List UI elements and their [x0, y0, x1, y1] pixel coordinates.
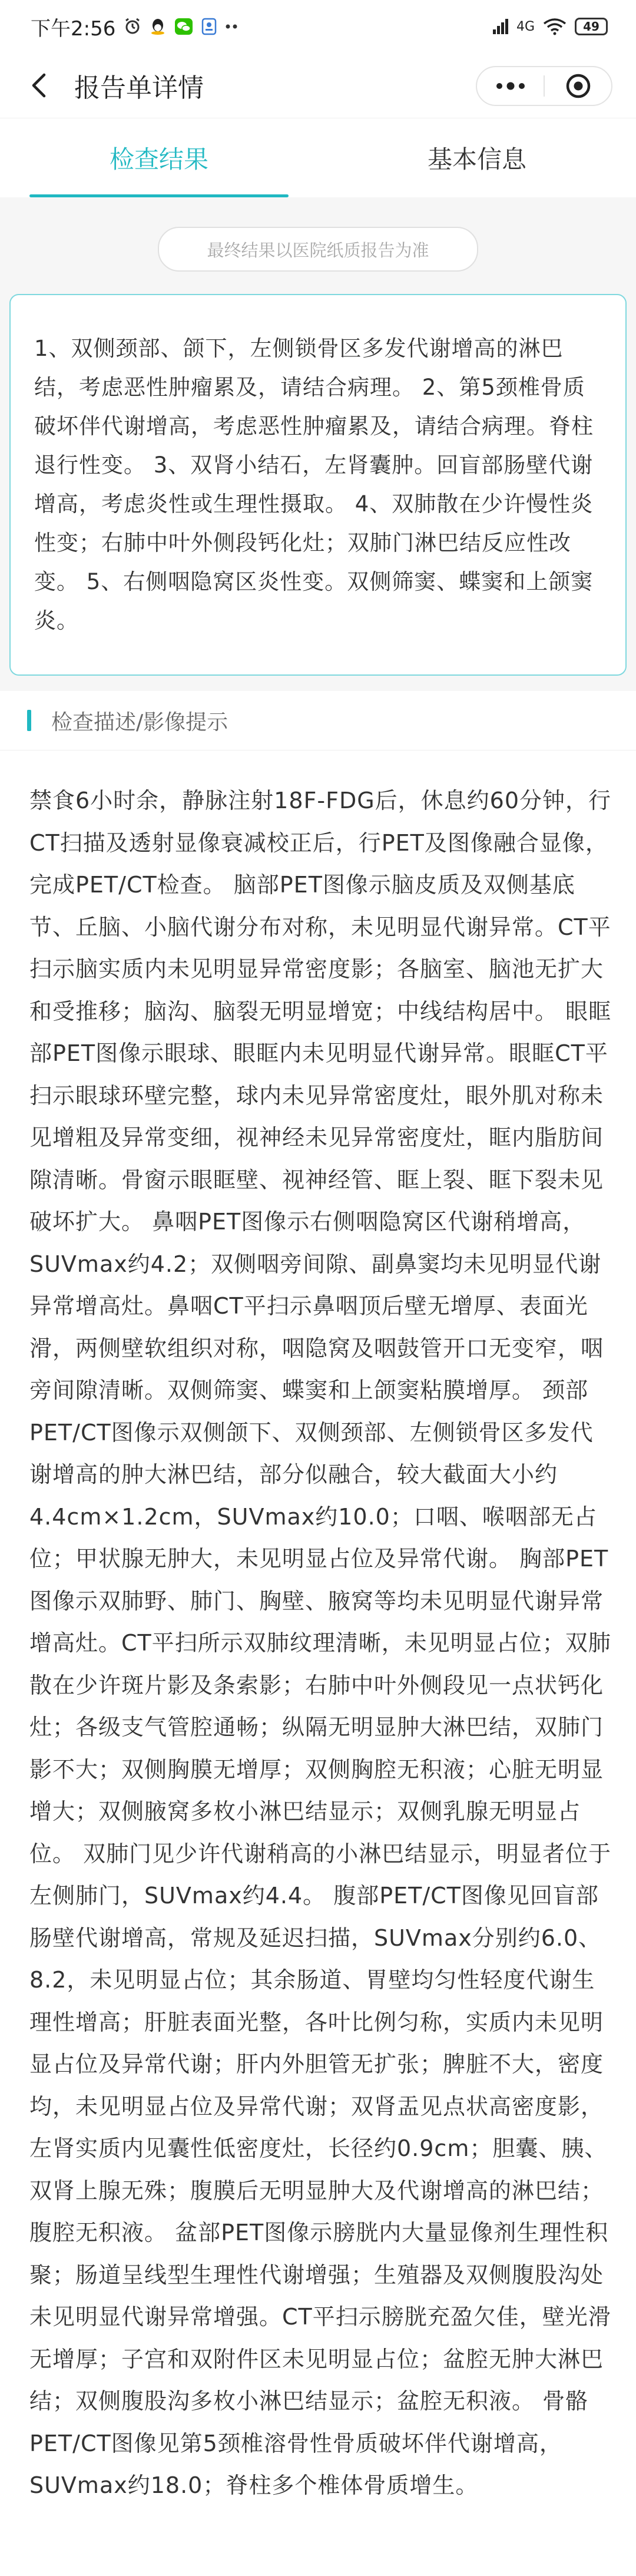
wechat-icon: [174, 18, 193, 35]
mini-program-capsule: [476, 66, 612, 106]
status-time: 下午2:56: [31, 16, 116, 41]
app-notify-icon: [201, 18, 217, 35]
battery-level: 49: [583, 19, 599, 34]
chevron-left-icon: [30, 72, 48, 98]
target-close-icon: [565, 73, 591, 99]
network-type: 4G: [516, 19, 535, 34]
tab-basic-info[interactable]: 基本信息: [427, 145, 526, 174]
status-bar: [0, 0, 636, 53]
section-accent-bar: [27, 710, 31, 731]
notice-pill: 最终结果以医院纸质报告为准: [158, 227, 478, 272]
tab-exam-results[interactable]: 检查结果: [0, 118, 318, 197]
status-bar-left: [31, 12, 239, 41]
more-menu-button[interactable]: [477, 67, 544, 105]
description-header: [0, 691, 636, 750]
description-title: 检查描述/影像提示: [51, 710, 228, 735]
back-button[interactable]: [21, 68, 57, 103]
close-mini-program-button[interactable]: [545, 67, 611, 105]
result-summary-text: 1、双侧颈部、颌下，左侧锁骨区多发代谢增高的淋巴结，考虑恶性肿瘤累及，请结合病理。 2、第5颈椎骨质破坏伴代谢增高，考虑恶性肿瘤累及，请结合病理。脊柱退行性变。 3、双肾小结石，左肾囊肿。回盲部肠壁代谢增高，考虑炎性或生理性摄取。 4、双肺散在少许慢性炎性变；右肺中叶外侧段钙化灶；双肺门淋巴结反应性改变。 5、右侧咽隐窝区炎性变。双侧筛窦、蝶窦和上颌窦炎。: [34, 336, 594, 633]
battery-icon: [575, 18, 608, 35]
tab-bar: [0, 118, 636, 197]
status-bar-right: [485, 18, 608, 35]
more-notifications-icon: [225, 24, 239, 29]
nav-bar: [0, 53, 636, 118]
alarm-icon: [124, 18, 141, 35]
description-text: 禁食6小时余，静脉注射18F-FDG后，休息约60分钟，行CT扫描及透射显像衰减校正后，行PET及图像融合显像，完成PET/CT检查。 脑部PET图像示脑皮质及双侧基底节、丘脑、小脑代谢分布对称，未见明显代谢异常。CT平扫示脑实质内未见明显异常密度影；各脑室、脑池无扩大和受推移；脑沟、脑裂无明显增宽；中线结构居中。 眼眶部PET图像示眼球、眼眶内未见明显代谢异常。眼眶CT平扫示眼球环壁完整，球内未见异常密度灶，眼外肌对称未见增粗及异常变细，视神经未见异常密度灶，眶内脂肪间隙清晰。骨窗示眼眶壁、视神经管、眶上裂、眶下裂未见破坏扩大。 鼻咽PET图像示右侧咽隐窝区代谢稍增高，SUVmax约4.2；双侧咽旁间隙、副鼻窦均未见明显代谢异常增高灶。鼻咽CT平扫示鼻咽顶后壁无增厚、表面光滑，两侧壁软组织对称，咽隐窝及咽鼓管开口无变窄，咽旁间隙清晰。双侧筛窦、蝶窦和上颌窦粘膜增厚。 颈部PET/CT图像示双侧颌下、双侧颈部、左侧锁骨区多发代谢增高的肿大淋巴结，部分似融合，较大截面大小约4.4cm×1.2cm，SUVmax约10.0；口咽、喉咽部无占位；甲状腺无肿大，未见明显占位及异常代谢。 胸部PET图像示双肺野、肺门、胸壁、腋窝等均未见明显代谢异常增高灶。CT平扫所示双肺纹理清晰，未见明显占位；双肺散在少许斑片影及条索影；右肺中叶外侧段见一点状钙化灶；各级支气管腔通畅；纵隔无明显肿大淋巴结，双肺门影不大；双侧胸膜无增厚；双侧胸腔无积液；心脏无明显增大；双侧腋窝多枚小淋巴结显示；双侧乳腺无明显占位。 双肺门见少许代谢稍高的小淋巴结显示，明显者位于左侧肺门，SUVmax约4.4。 腹部PET/CT图像见回盲部肠壁代谢增高，常规及延迟扫描，SUVmax分别约6.0、8.2，未见明显占位；其余肠道、胃壁均匀性轻度代谢生理性增高；肝脏表面光整，各叶比例匀称，实质内未见明显占位及异常代谢；肝内外胆管无扩张；脾脏不大，密度均，未见明显占位及异常代谢；双肾盂见点状高密度影，左肾实质内见囊性低密度灶，长径约0.9cm；胆囊、胰、双肾上腺无殊；腹膜后无明显肿大及代谢增高的淋巴结；腹腔无积液。 盆部PET图像示膀胱内大量显像剂生理性积聚；肠道呈线型生理性代谢增强；生殖器及双侧腹股沟处未见明显代谢异常增强。CT平扫示膀胱充盈欠佳，壁光滑无增厚；子宫和双附件区未见明显占位；盆腔无肿大淋巴结；双侧腹股沟多枚小淋巴结显示；盆腔无积液。 骨骼PET/CT图像见第5颈椎溶骨性骨质破坏伴代谢增高，SUVmax约18.0；脊柱多个椎体骨质增生。: [29, 788, 612, 2498]
qq-icon: [150, 18, 166, 35]
notice-wrapper: [0, 197, 636, 272]
wifi-icon: [543, 18, 567, 35]
page-title: 报告单详情: [74, 73, 204, 103]
signal-icon: [485, 18, 508, 35]
more-dots-icon: [495, 82, 526, 90]
description-section: [0, 691, 636, 2576]
result-summary-card: [9, 294, 627, 676]
